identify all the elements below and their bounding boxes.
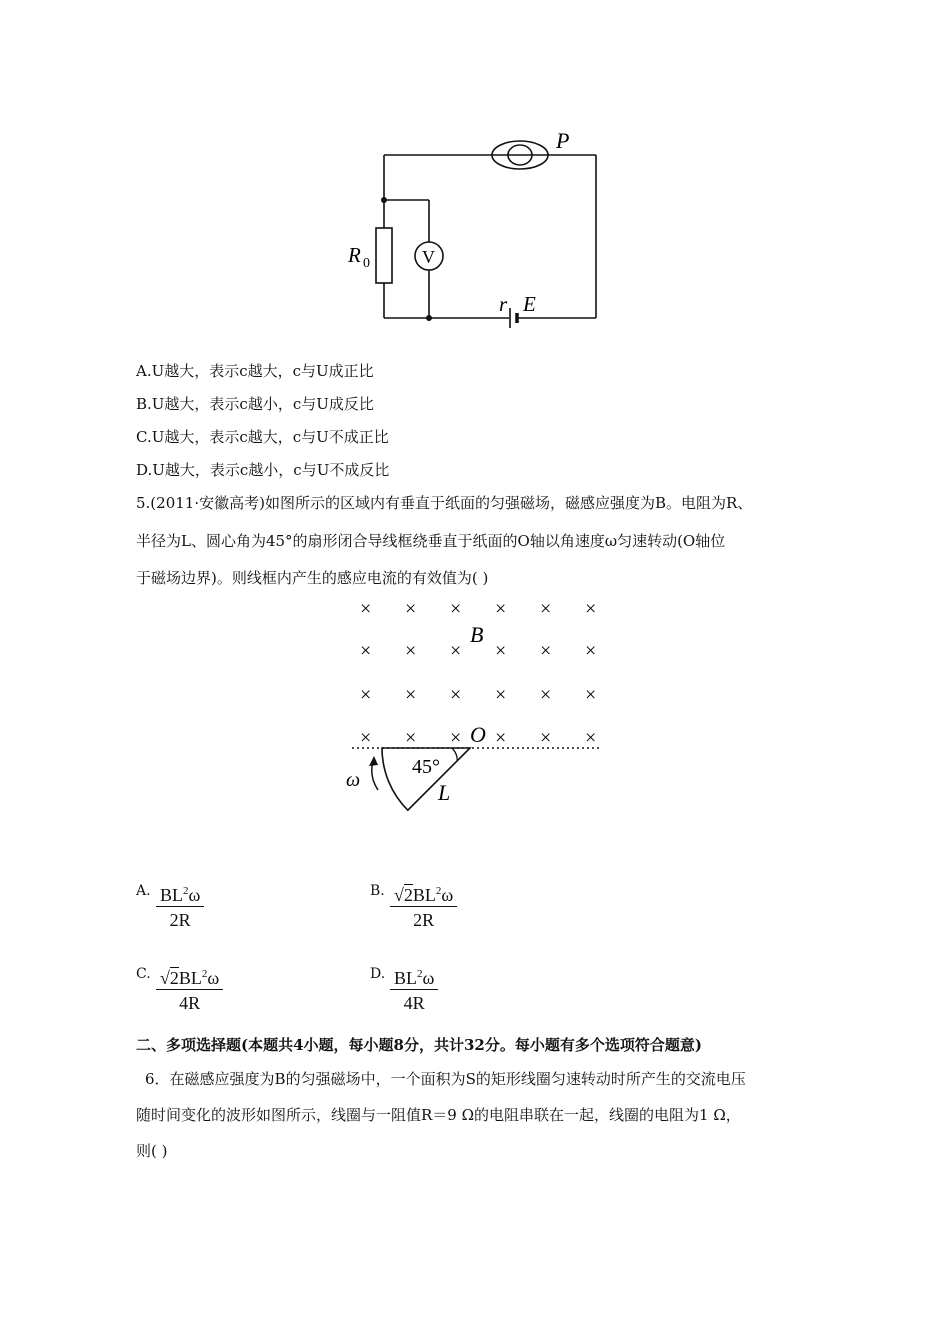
field-cross-icon: ×: [450, 684, 462, 706]
sqrt-value: 2: [403, 885, 413, 905]
label-r: r: [499, 292, 508, 316]
field-cross-icon: ×: [450, 727, 462, 749]
field-cross-icon: ×: [495, 727, 507, 749]
fraction-omega: ω: [188, 885, 201, 905]
q4-option-c: C.U越大，表示c越大，c与U不成正比: [136, 428, 389, 446]
label-r0: R: [348, 243, 361, 267]
label-o: O: [470, 722, 486, 747]
fraction-denominator: 2R: [169, 910, 191, 930]
fraction-denominator: 2R: [413, 910, 435, 930]
sqrt-icon: √: [160, 968, 170, 988]
fraction-omega: ω: [441, 885, 454, 905]
fraction-numerator: BL: [412, 885, 436, 905]
fraction-numerator: BL: [178, 968, 202, 988]
fraction-exponent: 2: [201, 968, 208, 980]
magnetic-field-figure: [340, 590, 620, 820]
field-cross-icon: ×: [450, 640, 462, 662]
q5-option-letter: A.: [136, 883, 151, 899]
q5-option-letter: D.: [370, 966, 386, 982]
q6-line-3: 则( ): [136, 1142, 168, 1160]
field-cross-icon: ×: [450, 598, 462, 620]
field-cross-icon: ×: [360, 727, 372, 749]
fraction-exponent: 2: [435, 885, 442, 897]
field-cross-icon: ×: [540, 598, 552, 620]
field-cross-icon: ×: [495, 640, 507, 662]
circuit-diagram: [330, 120, 630, 335]
q5-option-fraction: [390, 880, 457, 933]
q5-option-fraction: [156, 963, 223, 1016]
label-angle: 45°: [412, 756, 440, 778]
label-r0-sub: 0: [363, 256, 370, 271]
field-cross-icon: ×: [540, 684, 552, 706]
sqrt-value: 2: [169, 968, 179, 988]
q5-line-2: 半径为L、圆心角为45°的扇形闭合导线框绕垂直于纸面的O轴以角速度ω匀速转动(O轴位: [136, 532, 726, 550]
label-omega: ω: [346, 769, 361, 791]
q4-option-b: B.U越大，表示c越小，c与U成反比: [136, 395, 374, 413]
label-v: V: [422, 247, 435, 267]
field-cross-icon: ×: [360, 640, 372, 662]
fraction-omega: ω: [207, 968, 220, 988]
battery-icon: [510, 308, 517, 328]
lamp-icon: [492, 141, 548, 169]
q5-line-3: 于磁场边界)。则线框内产生的感应电流的有效值为( ): [136, 569, 489, 587]
field-cross-icon: ×: [585, 684, 597, 706]
field-cross-icon: ×: [495, 598, 507, 620]
field-cross-icon: ×: [405, 727, 417, 749]
field-cross-icon: ×: [405, 598, 417, 620]
field-cross-icon: ×: [540, 640, 552, 662]
label-l: L: [438, 780, 451, 805]
label-b: B: [470, 622, 484, 647]
fraction-denominator: 4R: [403, 993, 425, 1013]
fraction-denominator: 4R: [179, 993, 201, 1013]
field-cross-icon: ×: [585, 598, 597, 620]
q4-option-a: A.U越大，表示c越大，c与U成正比: [136, 362, 374, 380]
field-cross-icon: ×: [360, 598, 372, 620]
q5-option-fraction: [156, 880, 204, 933]
field-cross-icon: ×: [585, 640, 597, 662]
q5-option-letter: B.: [370, 883, 385, 899]
field-cross-icon: ×: [585, 727, 597, 749]
fraction-numerator: BL: [394, 968, 418, 988]
field-cross-icon: ×: [540, 727, 552, 749]
fraction-omega: ω: [422, 968, 435, 988]
q5-option-fraction: [390, 963, 438, 1016]
section-2-title: 二、多项选择题(本题共4小题，每小题8分，共计32分。每小题有多个选项符合题意): [136, 1036, 702, 1054]
label-e: E: [523, 292, 536, 316]
fraction-numerator: BL: [160, 885, 184, 905]
label-p: P: [556, 128, 570, 153]
sqrt-icon: √: [394, 885, 404, 905]
field-cross-icon: ×: [405, 640, 417, 662]
field-cross-icon: ×: [495, 684, 507, 706]
q5-option-letter: C.: [136, 966, 151, 982]
q6-line-2: 随时间变化的波形如图所示，线圈与一阻值R＝9 Ω的电阻串联在一起，线圈的电阻为1 Ω，: [136, 1106, 741, 1124]
field-cross-icon: ×: [360, 684, 372, 706]
field-cross-icon: ×: [405, 684, 417, 706]
fraction-exponent: 2: [417, 968, 423, 980]
resistor-r0: [376, 228, 392, 283]
q6-line-1: 6．在磁感应强度为B的匀强磁场中，一个面积为S的矩形线圈匀速转动时所产生的交流电压: [145, 1070, 746, 1088]
fraction-exponent: 2: [183, 885, 189, 897]
q5-line-1: 5.(2011·安徽高考)如图所示的区域内有垂直于纸面的匀强磁场，磁感应强度为B。电阻为R、: [136, 494, 753, 512]
q4-option-d: D.U越大，表示c越小，c与U不成反比: [136, 461, 390, 479]
